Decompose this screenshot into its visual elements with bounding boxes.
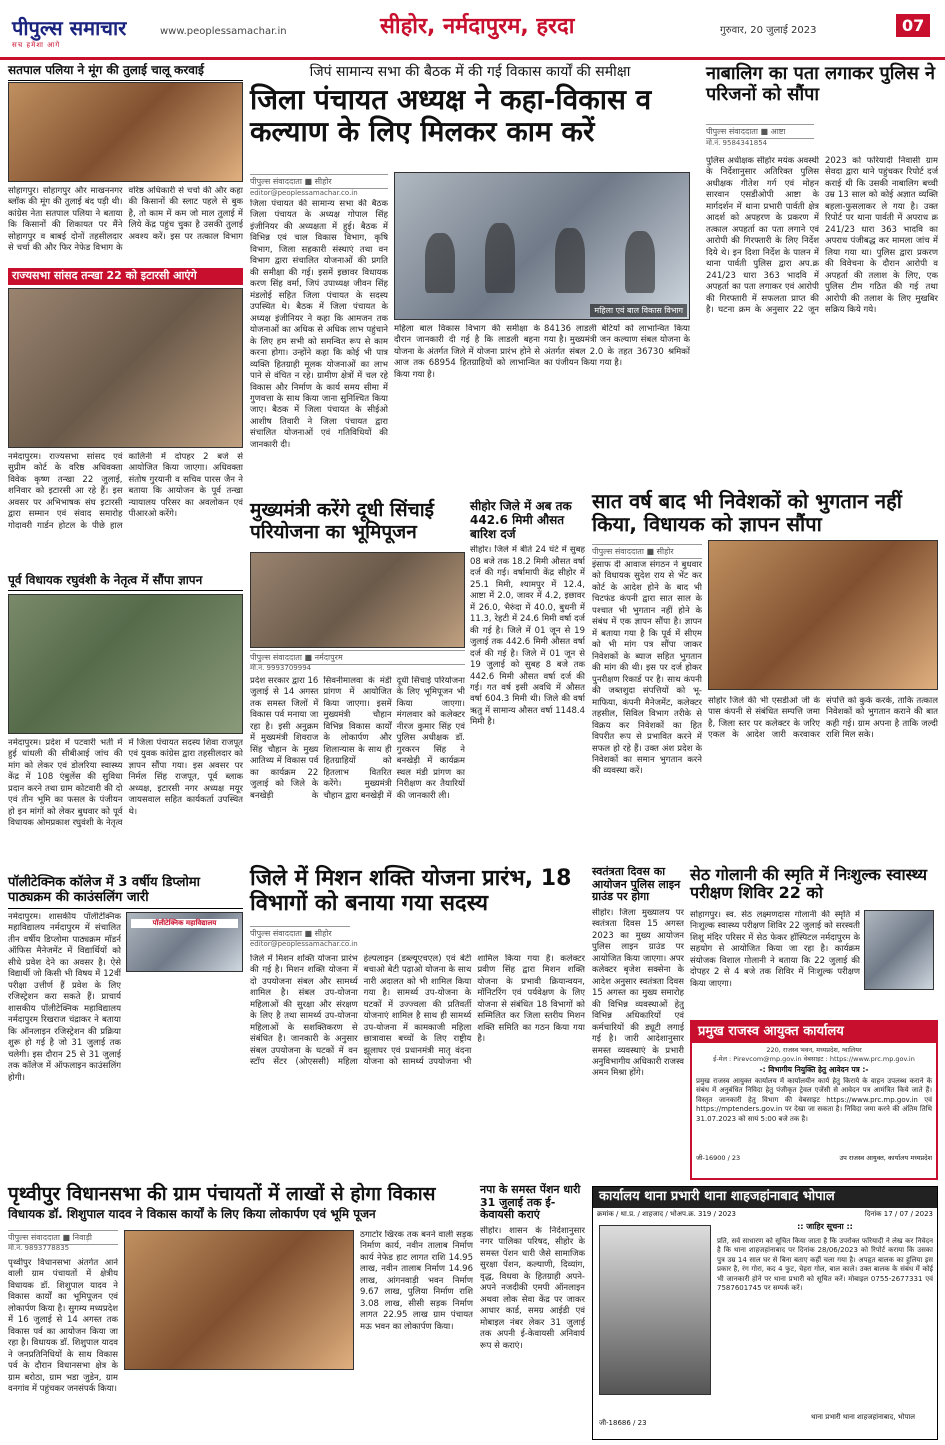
- tractor-photo: [8, 82, 243, 182]
- tankha-photo: [8, 288, 243, 448]
- article-headline: सात वर्ष बाद भी निवेशकों को भुगतान नहीं किया, विधायक को ज्ञापन सौंपा: [592, 489, 902, 536]
- photo-caption: महिला एवं बाल विकास विभाग: [590, 304, 687, 317]
- article-body: जिले में मिशन शक्ति योजना प्रारंभ की गई है। मिशन शक्ति योजना में दो उपयोजना संबल और सामर्थ्य शामिल है। संबल उप-योजना महिलाओं की सुरक्षा और संरक्षण के लिए है तथा सामर्थ्य उप-योजना महिलाओं के सशक्तिकरण से संबंधित है। जानकारी के अनुसार संबल उपयोजना के घटकों में वन स्टॉप सेंटर (ओएससी) महिला हेल्पलाइन (डब्ल्यूएचएल) एवं बेटी बचाओ बेटी पढ़ाओ योजना के साथ नारी अदालत को भी शामिल किया गया है। सामर्थ्य उप-योजना के घटकों में उज्ज्वला की प्रतिवर्ती योजनाएं शामिल है साथ ही सामर्थ्य उप-योजना में कामकाजी महिला छात्रावास बच्चों के लिए राष्ट्रीय झूलाघर एवं प्रधानमंत्री मातृ वंदना योजना को सामर्थ्य उपयोजना भी शामिल किया गया है। कलेक्टर प्रवीण सिंह द्वारा मिशन शक्ति योजना के प्रभावी क्रियान्वयन, मॉनिटरिंग एवं पर्यवेक्षण के लिए योजना से संबंधित 18 विभागों को सम्मिलित कर जिला स्तरीय मिशन शक्ति समिति का गठन किया गया है।: [250, 954, 585, 1068]
- article-prithvipur: [8, 1184, 473, 1440]
- newspaper-logo: पीपुल्स समाचार सच हमेशा आगे: [12, 16, 127, 49]
- meeting-photo: [394, 172, 690, 320]
- article-body: नर्मदापुरम। शासकीय पॉलीटेक्निक महाविद्यालय नर्मदापुरम में संचालित तीन वर्षीय डिप्लोमा पाठ्यक्रम मॉडर्न ऑफिस मैनेजमेंट में विद्यार्थियों को सीधे प्रवेश देने का अवसर है। ऐसे विद्यार्थी जो किसी भी विषय में 12वीं परीक्षा उत्तीर्ण हैं प्रवेश के लिए रजिस्ट्रेशन करा सकते हैं। प्राचार्य शासकीय पॉलीटेक्निक महाविद्यालय नर्मदापुरम रिखराज चंद्राकर ने बताया कि ऑनलाइन रजिस्ट्रेशन की प्रक्रिया शुरू हो गई है जो 31 जुलाई तक चलेगी। इस दौरान 25 से 31 जुलाई तक कॉलेज में ऑफलाइन काउंसलिंग होगी।: [8, 912, 121, 1083]
- article-cm-irrigation: [250, 500, 465, 860]
- byline: पीपुल्स संवाददाता ■ सीहोर: [250, 926, 350, 941]
- article-rainfall: [470, 500, 585, 860]
- notice-body: प्रमुख राजस्व आयुक्त कार्यालय में कार्यालयीन कार्य हेतु किराये के वाहन उपलब्ध कराने के संबंध में अनुबंधित निविदा हेतु पंजीकृत ट्रेवल एजेंसी से आवेदन पत्र आमंत्रित किये जाते हैं। विस्तृत जानकारी हेतु विभाग की वेबसाइट https://www.prc.mp.gov.in एवं https://mptenders.gov.in पर देखा जा सकता है। निविदा जमा करने की अंतिम तिथि 31.07.2023 को सायं 5:00 बजे तक है।: [696, 1076, 932, 1123]
- article-body: सोहागपुर। स्व. सेठ लक्ष्मणदास गोलानी की स्मृति में निःशुल्क स्वास्थ्य परीक्षण शिविर 22 जुलाई को सरस्वती शिशु मंदिर परिसर में सेठ फेकर हॉस्पिटल नर्मदापुरम के सहयोग से आयोजित किया जा रहा है। कार्यक्रम संयोजक विशाल गोलानी ने बताया कि 22 जुलाई की दोपहर 2 से 4 बजे तक शिविर में निःशुल्क परीक्षण किया जाएगा।: [690, 910, 860, 989]
- memorandum-photo: [708, 540, 938, 690]
- byline: पीपुल्स संवाददाता ■ आष्टा: [706, 124, 814, 139]
- article-headline: स्वतंत्रता दिवस का आयोजन पुलिस लाइन ग्राउंड पर होगा: [592, 865, 681, 904]
- notice-email: ई-मेल : Pirevcom@mp.gov.in वेबसाइट : https://www.prc.mp.gov.in: [713, 1054, 915, 1063]
- notice-signer: थाना प्रभारी थाना शाहजहांनाबाद, भोपाल: [811, 1413, 915, 1421]
- notice-code: जी-16900 / 23: [696, 1153, 741, 1162]
- article-headline: जिला पंचायत अध्यक्ष ने कहा-विकास व कल्याण के लिए मिलकर काम करें: [250, 83, 652, 149]
- article-headline: नपा के समस्त पेंशन धारी 31 जुलाई तक ई-केवायसी कराएं: [480, 1183, 581, 1222]
- notice-body: प्रति, सर्व साधारण को सूचित किया जाता है कि उपरोक्त फरियादी ने लेख कर निवेदन है कि थाना शाहजहांनाबाद पर दिनांक 28/06/2023 को रिपोर्ट कराया कि उसका पुत्र उम्र 14 साल घर से बिना बताए कहीं चला गया है। अपहृत बालक का हुलिया इस प्रकार है, रंग गोरा, कद 4 फुट, चेहरा गोल, बाल काले। उक्त बालक के संबंध में कोई भी जानकारी होने पर थाना प्रभारी को सूचित करें। मोबाइल 0755-2677331 एवं 7587601745 पर सम्पर्क करें।: [717, 1237, 933, 1293]
- masthead: [0, 0, 945, 60]
- article-body: नर्मदापुरम। राज्यसभा सांसद एवं सुप्रीम कोर्ट के वरिष्ठ अधिवक्ता विवेक कृष्ण तन्खा 22 जुलाई, शनिवार को इटारसी आ रहे हैं। इस अवसर पर अभिभाषक संघ इटारसी द्वारा सम्मान एवं संवाद समारोह गोदावरी गार्डन होटल के पीछे हाल कालिनी में दोपहर 2 बजे से आयोजित किया जाएगा। अधिवक्ता संतोष गुरयानी व सचिव पारस जैन ने बताया कि आयोजन के पूर्व तन्खा न्यायालय परिसर का अवलोकन एवं पीआरओ करेंगे।: [8, 452, 243, 531]
- article-body: इंसाफ दी आवाज संगठन ने बुधवार को विधायक सुदेश राय से भेंट कर कोर्ट के आदेश होने के बाद भी चिटफंड कंपनी द्वारा सात साल के पश्चात भी भुगतान नहीं होने के संबंध में एक ज्ञापन सौंपा है। ज्ञापन में बताया गया है कि पूर्व में सीएम को भी मांग पत्र सौंपा जाकर निवेशकों के ब्याज सहित भुगतान की मांग की थी। इस पर दर्ज होकर पुनरीक्षण रिकार्ड पर है। साथ कंपनी की जब्तशुदा संपत्तियों को भू-माफिया, कंपनी मैनेजमेंट, कलेक्टर तहसील, सिविल विभाग तरीके से विक्रय कर निवेशकों का हित विपरीत रूप से प्रभावित करने में सफल हो रहे हैं। उक्त अंश प्रदेश के निवेशकों का समान भुगतान करने की व्यवस्था करें।: [592, 560, 702, 777]
- article-body: सीहोर। जिले में बीते 24 घंटे में सुबह 08 बजे तक 18.2 मिमी औसत वर्षा दर्ज की गई। वर्षामापी केंद्र सीहोर में 25.1 मिमी, श्यामपुर में 12.4, आष्टा में 2.0, जावर में 4.2, इछावर में 26.0, भैरुंदा में 40.0, बुधनी में 11.3, रेहटी में 24.6 मिमी वर्षा दर्ज की गई है। जिले में 01 जून से 19 जुलाई तक 442.6 मिमी औसत वर्षा दर्ज की गई है। जिले में 01 जून से 19 जुलाई को सुबह 8 बजे तक 442.6 मिमी औसत वर्षा दर्ज की गई। गत वर्ष इसी अवधि में औसत वर्षा 604.3 मिमी थी। जिले की वर्षा ऋतु में सामान्य औसत वर्षा 1148.4 मिमी है।: [470, 545, 585, 728]
- article-body: सीहोर। शासन के निर्देशानुसार नगर पालिका परिषद, सीहोर के समस्त पेंशन धारी जैसे सामाजिक सुरक्षा पेंशन, कल्याणी, दिव्यांग, वृद्ध, विधवा के हितग्राही अपने-अपने नजदीकी एमपी ऑनलाइन अथवा लोक सेवा केंद्र पर जाकर आधार कार्ड, समग्र आईडी एवं मोबाइल नंबर लेकर 31 जुलाई तक अपनी ई-केवायसी अनिवार्य रूप से कराएं।: [480, 1225, 585, 1351]
- article-headline: सतपाल पलिया ने मूंग की तुलाई चालू करवाई: [8, 64, 243, 81]
- article-body: सोहागपुर। सोहागपुर और माखननगर ब्लॉक की मूंग की तुलाई बंद पड़ी थी। कांग्रेस नेता सतपाल पलिया ने बताया कि किसानों की शिकायत पर मैंने सोहागपुर व बाबई दोनों तहसीलदार से चर्चा की और फिर नेफेड विभाग के वरिष्ठ अधिकारी से चर्चा की और कहा की किसानों की स्लाट पहले से बुक है, तो काम में कम जो माल तुलाई में लिये केंद्र पहुंच चुका है उसकी तुलाई अवश्य करें। इस पर तत्काल विभाग: [8, 186, 243, 254]
- notice-title: कार्यालय थाना प्रभारी थाना शाहजहांनाबाद भोपाल: [593, 1187, 937, 1208]
- article-body-2: सोहोर जिले की भी एसडीओ जी के पास कंपनी से संबंधित सम्पत्ति जमा है, जिला स्तर पर कलेक्टर के जरिए एकल के आदेश जारी करवाकर संपत्ति को कुर्क करके, ताकि तत्काल निवेशकों को भुगतान कराने की बात कही गई। ग्राम अपना है ताकि जल्दी राशि मिल सके।: [708, 696, 938, 741]
- article-minor-found: [706, 64, 938, 474]
- article-tankha-visit: [8, 268, 243, 568]
- notice-code: जी-18686 / 23: [599, 1419, 647, 1427]
- email: editor@peoplessamachar.co.in: [250, 189, 358, 197]
- article-headline: मुख्यमंत्री करेंगे दूधी सिंचाई परियोजना का भूमिपूजन: [250, 499, 434, 543]
- police-station-notice: [592, 1186, 938, 1440]
- bhoomi-pujan-photo: [124, 1230, 354, 1370]
- article-body: सीहोर। जिला मुख्यालय पर स्वतंत्रता दिवस 15 अगस्त 2023 का मुख्य आयोजन पुलिस लाइन ग्राउंड पर आयोजित किया जाएगा। अपर कलेक्टर बृजेश सक्सेना के आदेश अनुसार स्वतंत्रता दिवस 15 अगस्त का मुख्य समारोह की विभिन्न व्यवस्थाओं हेतु विभिन्न अधिकारियों एवं कर्मचारियों की ड्यूटी लगाई गई है। जारी आदेशानुसार समस्त व्यवस्थाएं के प्रभारी अनुविभागीय अधिकारी राजस्व अमन मिश्रा होंगे।: [592, 907, 684, 1079]
- article-subheadline: विधायक डॉ. शिशुपाल यादव ने विकास कार्यों के लिए किया लोकार्पण एवं भूमि पूजन: [8, 1206, 376, 1221]
- page-title: सीहोर, नर्मदापुरम, हरदा: [380, 14, 575, 39]
- article-kicker: जिपं सामान्य सभा की बैठक में की गई विकास कार्यों की समीक्षा: [309, 64, 631, 80]
- article-body: पृथ्वीपुर विधानसभा अंतर्गत आने वाली ग्राम पंचायतों में क्षेत्रीय विधायक डॉ. शिशुपाल यादव ने विकास कार्यों का भूमिपूजन एवं लोकार्पण किया है। सुगम्य मध्यप्रदेश में 16 जुलाई से 14 अगस्त तक विकास पर्व का आयोजन किया जा रहा है। विधायक डॉ. शिशुपाल यादव ने जनप्रतिनिधियों के साथ विकास पर्व के दौरान विधानसभा क्षेत्र के ग्राम बरोठा, ग्राम भडा जुडेन, ग्राम वनगांव में पहुंचकर जनसंपर्क किया।: [8, 1258, 118, 1395]
- revenue-office-notice: [690, 1020, 938, 1180]
- issue-date: गुरुवार, 20 जुलाई 2023: [720, 25, 817, 36]
- article-body: नर्मदापुरम। प्रदेश में पटवारी भर्ती में हुई धांधली की सीबीआई जांच की मांग को लेकर एवं डोलरिया स्वास्थ्य केंद्र में 108 एंबुलेंस की सुविधा प्रदान करने तथा ग्राम कोटवारी की दो एवं तीन भूमि का फसल के पंजीयन हो इन मांगों को लेकर बुधवार को पूर्व विधायक ओमप्रकाश रघुवंशी के नेतृत्व में जिला पंचायत सदस्य शिवा राजपूत एवं युवक कांग्रेस द्वारा तहसीलदार को ज्ञापन सौंपा गया। इस अवसर पर निर्मल सिंह राजपूत, पूर्व ब्लाक अध्यक्ष, इटारसी नगर अध्यक्ष मयूर जायसवाल सहित कार्यकर्ता उपस्थित थे।: [8, 738, 243, 829]
- article-headline: पृथ्वीपुर विधानसभा की ग्राम पंचायतों में लाखों से होगा विकास: [8, 1183, 436, 1205]
- page-number: 07: [896, 14, 930, 37]
- article-polytechnic: [8, 876, 243, 1176]
- article-body-3: 84136 लाडली बेटियों को लाभान्वित किया गया है। मुख्यमंत्री जन कल्याण संबल योजना के अंतर्गत संबल 2.0 के तहत 36730 श्रमिकों का पंजीयन किया गया है।: [544, 324, 690, 369]
- article-headline: पूर्व विधायक रघुवंशी के नेतृत्व में सौंपा ज्ञापन: [8, 574, 243, 591]
- article-health-camp: [690, 866, 938, 1016]
- notice-ref: क्रमांक / था.प्र. / शाहजाद / भोअप.क्र. 319 / 2023: [597, 1209, 737, 1218]
- article-body-2: ठगाटोर खिरक तक बनने वाली सड़क निर्माण कार्य, नवीन तालाब निर्माण कार्य नेफेड हाट लागत राशि 14.95 लाख, नवीन तालाब निर्माण 14.96 लाख, आंगनवाड़ी भवन निर्माण 9.67 लाख, पुलिया निर्माण राशि 3.08 लाख, सीसी सड़क निर्माण लागत 22.95 लाख ग्राम पंचायत मऊ भवन का लोकार्पण किया।: [360, 1230, 473, 1332]
- notice-title: प्रमुख राजस्व आयुक्त कार्यालय: [692, 1022, 936, 1043]
- article-headline: सेठ गोलानी की स्मृति में निःशुल्क स्वास्थ्य परीक्षण शिविर 22 को: [690, 865, 928, 903]
- article-headline: राज्यसभा सांसद तन्खा 22 को इटारसी आएंगे: [8, 268, 243, 285]
- notice-heading: :: जाहिर सूचना ::: [797, 1221, 853, 1231]
- website-url: www.peoplessamachar.in: [160, 26, 287, 37]
- article-body-2: महिला बाल विकास विभाग की समीक्षा के दौरान जानकारी दी गई है कि लाडली बहना योजना के अंतर्गत जिले में योजना प्रारंभ होने से आज तक 68954 हितग्राहियों को लाभान्वित किया गया है।: [394, 324, 540, 380]
- college-sign: पॉलीटेक्निक महाविद्यालय: [131, 919, 238, 928]
- article-pension-kyc: [480, 1184, 585, 1440]
- mobile-number: मो.नं. 9893778835: [8, 1244, 70, 1252]
- article-body: प्रदेश सरकार द्वारा 16 जुलाई से 14 अगस्त तक समस्त जिलों में विकास पर्व मनाया जा रहा है। इसी अनुक्रम में मुख्यमंत्री शिवराज सिंह चौहान के मुख्य आतिथ्य में विकास पर्व का कार्यक्रम 22 जुलाई को जिले के बनखेड़ी के सिवनीमालवा के मंडी प्रांगण में आयोजित किया जाएगा। इसमें मुख्यमंत्री चौहान विभिन्न विकास कार्यों के लोकार्पण और शिलान्यास के साथ ही हितग्राहियों को हितलाभ वितरित करेंगे। मुख्यमंत्री चौहान द्वारा बनखेड़ी में दूधी सिंचाई परियोजना के लिए भूमिपूजन भी किया जाएगा। मंगलवार को कलेक्टर नीरज कुमार सिंह एवं पुलिस अधीक्षक डॉ. गुरकरन सिंह ने बनखेड़ी में कार्यक्रम स्थल मंडी प्रांगण का निरीक्षण कर तैयारियों की जानकारी ली।: [250, 676, 465, 801]
- notice-subtitle: -: विभागीय नियुक्ति हेतु आवेदन पत्र :-: [759, 1064, 869, 1074]
- article-headline: पॉलीटेक्निक कॉलेज में 3 वर्षीय डिप्लोमा पाठ्यक्रम की काउंसलिंग जारी: [8, 876, 243, 909]
- byline: पीपुल्स संवाददाता ■ सीहोर: [592, 544, 702, 559]
- byline: पीपुल्स संवाददाता ■ निवाड़ी: [8, 1230, 118, 1245]
- article-memorandum: [8, 574, 243, 870]
- article-headline: जिले में मिशन शक्ति योजना प्रारंभ, 18 विभागों को बनाया गया सदस्य: [250, 866, 572, 917]
- article-mission-shakti: [250, 866, 585, 1166]
- byline: पीपुल्स संवाददाता ■ नर्मदापुरम: [250, 650, 465, 665]
- byline: पीपुल्स संवाददाता ■ सीहोर: [250, 174, 388, 189]
- article-headline: सीहोर जिले में अब तक 442.6 मिमी औसत बारिश दर्ज: [470, 499, 572, 541]
- notice-date: दिनांक 17 / 07 / 2023: [864, 1209, 933, 1218]
- mobile-number: मो.नं. 9584341854: [706, 139, 768, 147]
- article-zila-panchayat: [250, 64, 690, 492]
- notice-address: 220, राजस्व भवन, मध्यप्रदेश, ग्वालियर: [766, 1045, 862, 1054]
- email: editor@peoplessamachar.co.in: [250, 940, 358, 948]
- missing-child-photo: [599, 1225, 711, 1395]
- article-headline: नाबालिग का पता लगाकर पुलिस ने परिजनों को सौंपा: [706, 63, 935, 105]
- protest-photo: [8, 594, 243, 734]
- cm-visit-photo: [250, 552, 465, 648]
- article-investors: [592, 490, 938, 860]
- mobile-number: मो.नं. 9993709994: [250, 664, 312, 672]
- portrait-photo: [864, 910, 934, 990]
- article-body: जिला पंचायत की सामान्य सभा की बैठक जिला पंचायत के अध्यक्ष गोपाल सिंह इंजीनियर की अध्यक्षता में हुई। बैठक में विभिन्न एवं चाल विकास विभाग, कृषि विभाग, जिला सहकारी संस्थाएं तथा वन विभाग द्वारा संचालित योजनाओं की प्रगति की समीक्षा की गई। इसमें इछावर विधायक करण सिंह वर्मा, जिपं उपाध्यक्ष जीवन सिंह मंडलोई सहित जिला पंचायत के सदस्य उपस्थित थे। बैठक में जिला पंचायत के अध्यक्ष इंजीनियर ने कहा कि आमजन तक योजनाओं का अधिक से अधिक लाभ पहुंचाने के लिए हम सभी को समन्वित रूप से काम करना होगा। उन्होंने कहा कि कोई भी पात्र व्यक्ति हितग्राही मूलक योजनाओं का लाभ पाने से वंचित न रहे। ग्रामीण क्षेत्रों में चल रहे विकास और निर्माण के कार्य समय सीमा में गुणवत्ता के साथ किया जाना सुनिश्चित किया जाए। बैठक में जिला पंचायत के सीईओ आशीष तिवारी ने जिला पंचायत द्वारा संचालित योजनाओं एवं गतिविधियों की जानकारी दी।: [250, 199, 388, 450]
- article-independence-day: [592, 866, 684, 1166]
- article-moong-weighing: [8, 64, 243, 264]
- article-body: पुलिस अधीक्षक सीहोर मयंक अवस्थी के निर्देशानुसार अतिरिक्त पुलिस अधीक्षक गीतेश गर्ग एवं मोहन सारवान एसडीओपी आष्टा के मार्गदर्शन में थाना प्रभारी पार्वती क्षेत्र आदर्श को अपहरण के प्रकरण में तत्काल अपहर्ता का पता लगाने एवं आरोपी की गिरफ्तारी के लिए निर्देश दिये थे। इन दिशा निर्देश के पालन में थाना पार्वती पुलिस द्वारा अप.क्र 241/23 धारा 363 भादवि में अपहर्ता का पता लगाकर एवं आरोपी की गिरफ्तारी में सफलता प्राप्त की है। घटना क्रम के अनुसार 22 जून 2023 को फरियादी निवासी ग्राम सेवदा द्वारा थाने पहुंचकर रिपोर्ट दर्ज कराई थी कि उसकी नाबालिग बच्ची उम्र 13 साल को कोई अज्ञात व्यक्ति बहला-फुसलाकर ले गया है। उक्त रिपोर्ट पर थाना पार्वती में अपराध क्र 241/23 धारा 363 भादवि का अपराध पंजीबद्ध कर मामला जांच में लिया गया था। पुलिस द्वारा प्रकरण की विवेचना के दौरान आरोपी व अपहर्ता की तलाश के लिए, एक पुलिस टीम गठित की गई तथा आरोपी की तलाश के लिए मुखबिर सक्रिय किये गये।: [706, 156, 938, 316]
- notice-signer: उप राजस्व आयुक्त, कार्यालय मध्यप्रदेश: [839, 1153, 932, 1162]
- college-photo: [126, 912, 243, 972]
